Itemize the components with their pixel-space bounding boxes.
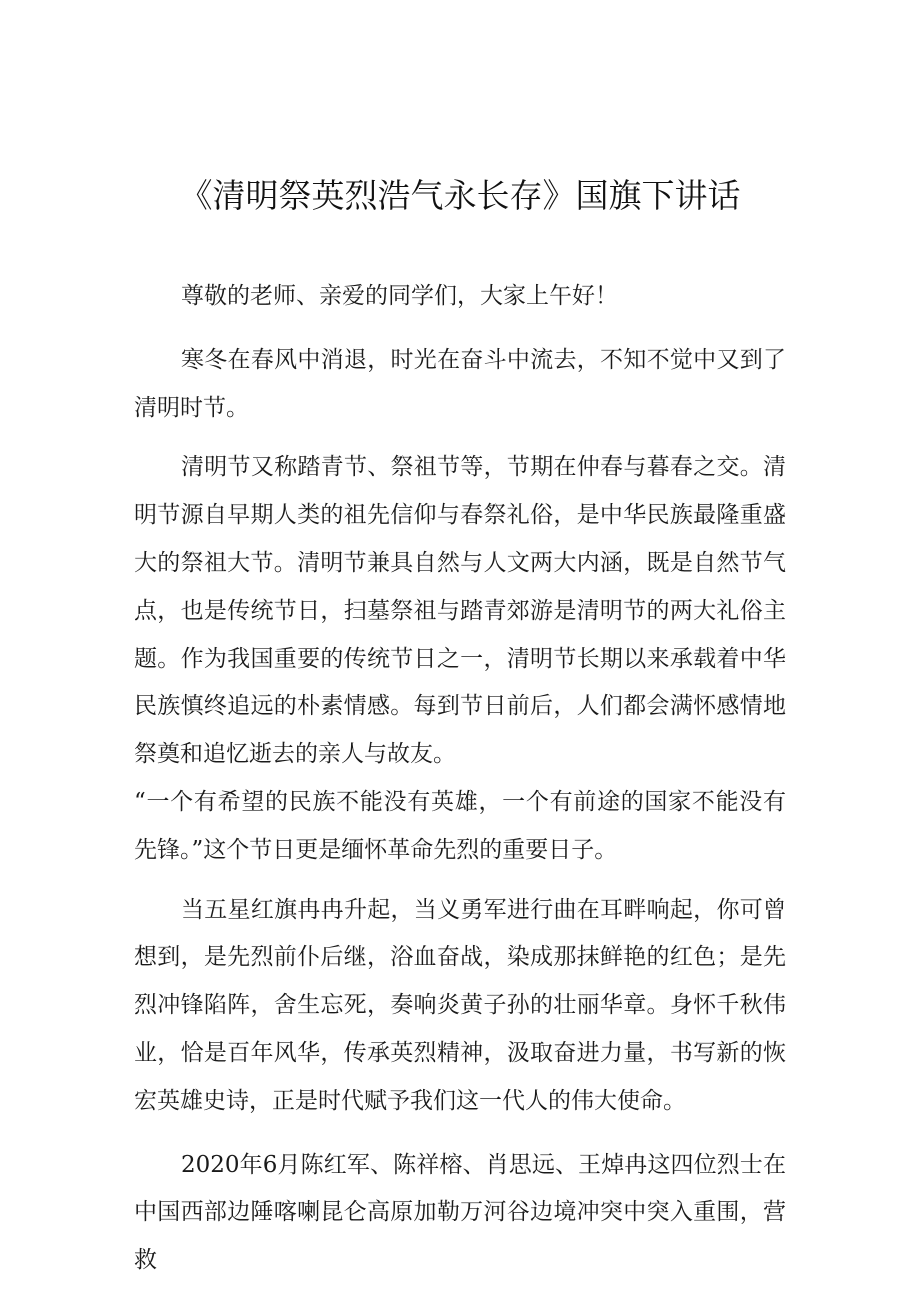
- paragraph-quote: “一个有希望的民族不能没有英雄，一个有前途的国家不能没有先锋。”这个节日更是缅怀革命先烈的重要日子。: [134, 788, 786, 863]
- paragraph-qingming: 清明节又称踏青节、祭祖节等，节期在仲春与暮春之交。清明节源自早期人类的祖先信仰与春祭礼俗，是中华民族最隆重盛大的祭祖大节。清明节兼具自然与人文两大内涵，既是自然节气点，也是传统节日，扫墓祭祖与踏青郊游是清明节的两大礼俗主题。作为我国重要的传统节日之一，清明节长期以来承载着中华民族慎终追远的朴素情感。每到节日前后，人们都会满怀感情地祭奠和追忆逝去的亲人与故友。: [134, 454, 786, 768]
- paragraph-intro: 寒冬在春风中消退，时光在奋斗中流去，不知不觉中又到了清明时节。: [134, 346, 786, 421]
- paragraph-martyrs: 2020年6月陈红军、陈祥榕、肖思远、王焯冉这四位烈士在中国西部边陲喀喇昆仑高原加勒万河谷边境冲突中突入重围，营救: [134, 1151, 786, 1274]
- paragraph-flag: 当五星红旗冉冉升起，当义勇军进行曲在耳畔响起，你可曾想到，是先烈前仆后继，浴血奋战，染成那抹鲜艳的红色；是先烈冲锋陷阵，舍生忘死，奏响炎黄子孙的壮丽华章。身怀千秋伟业，恰是百年风华，传承英烈精神，汲取奋进力量，书写新的恢宏英雄史诗，正是时代赋予我们这一代人的伟大使命。: [134, 896, 786, 1114]
- paragraph-greeting: 尊敬的老师、亲爱的同学们，大家上午好！: [181, 283, 618, 309]
- document-body: [134, 273, 786, 1285]
- document-title: 《清明祭英烈浩气永长存》国旗下讲话: [179, 176, 741, 215]
